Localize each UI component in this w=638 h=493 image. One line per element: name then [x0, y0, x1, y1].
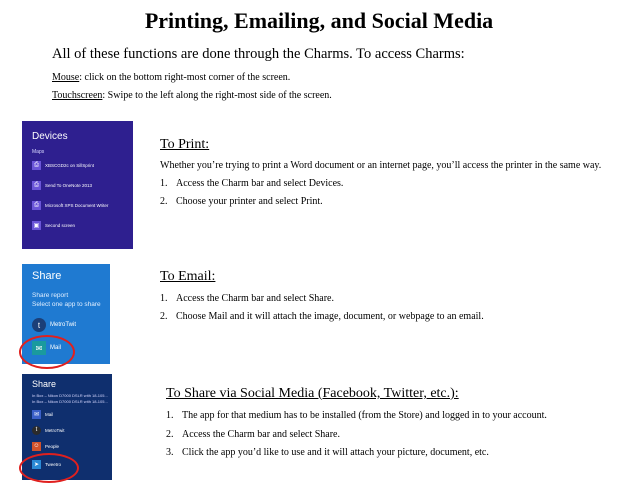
share-panel-title: Share	[32, 379, 57, 389]
printer-icon: ⎙	[32, 161, 41, 170]
people-icon: ☺	[33, 443, 40, 449]
page-title: Printing, Emailing, and Social Media	[144, 8, 494, 33]
printer-icon: ⎙	[32, 201, 41, 210]
metrotwit-icon: t	[32, 426, 41, 435]
share-item-label: Mail	[50, 345, 62, 351]
devices-panel-title: Devices	[32, 131, 68, 142]
print-step	[160, 178, 343, 189]
devices-panel-subtitle: Maps	[32, 149, 45, 155]
devices-charm-panel	[22, 121, 133, 249]
email-step	[160, 293, 334, 304]
mouse-label: Mouse	[52, 72, 80, 83]
devices-item-label: XBSCGD2c on SillSprint	[45, 162, 95, 168]
share-item-label: MetroTwit	[45, 427, 65, 433]
highlight-ring	[19, 335, 75, 369]
step-number: 2.	[160, 196, 168, 207]
social-step	[166, 447, 489, 458]
email-step	[160, 311, 484, 322]
share-item-metrotwit[interactable]	[32, 424, 65, 436]
step-text: Choose your printer and select Print.	[176, 196, 323, 207]
share-panel-subtitle: Share report	[32, 292, 69, 299]
share-item-label: Mail	[45, 411, 54, 417]
social-step	[166, 410, 547, 421]
step-number: 2.	[160, 311, 168, 322]
devices-item-label: Send To OneNote 2013	[45, 182, 92, 188]
share-panel-subtitle: In Box – Nikon D7000 DSLR with 18-105...	[32, 399, 108, 404]
social-step	[166, 429, 340, 440]
print-step	[160, 196, 323, 207]
devices-item[interactable]	[32, 159, 94, 171]
step-text: Click the app you’d like to use and it will attach your picture, document, etc.	[182, 447, 489, 458]
devices-item[interactable]	[32, 179, 92, 191]
share-item-metrotwit[interactable]	[32, 317, 76, 333]
tweetro-icon: ➤	[33, 461, 40, 468]
devices-item-label: Second screen	[45, 222, 76, 228]
step-number: 1.	[160, 293, 168, 304]
metrotwit-icon: t	[32, 318, 46, 332]
devices-item[interactable]	[32, 199, 108, 211]
devices-item-label: Microsoft XPS Document Writer	[45, 202, 109, 208]
print-heading: To Print:	[160, 137, 210, 152]
devices-item[interactable]	[32, 219, 75, 231]
social-heading: To Share via Social Media (Facebook, Twitter, etc.):	[166, 386, 459, 401]
highlight-ring	[19, 453, 79, 483]
mouse-instruction	[52, 72, 290, 83]
touchscreen-label: Touchscreen	[52, 90, 103, 101]
share-item-mail[interactable]	[32, 408, 53, 420]
email-heading: To Email:	[160, 269, 216, 284]
mouse-text: : click on the bottom right-most corner of the screen.	[79, 72, 291, 83]
step-number: 1.	[160, 178, 168, 189]
share-panel-subtitle: In Box – Nikon D7000 DSLR with 18-105...	[32, 393, 108, 398]
mail-icon: ✉	[33, 411, 40, 418]
print-paragraph: Whether you’re trying to print a Word document or an internet page, you’ll access the printer in the same way.	[160, 160, 602, 171]
step-text: Access the Charm bar and select Devices.	[176, 178, 344, 189]
printer-icon: ⎙	[32, 181, 41, 190]
share-item-label: Tweetro	[45, 461, 62, 467]
screen-icon: ▣	[33, 222, 40, 229]
mail-icon: ✉	[32, 341, 46, 355]
share-panel-instruction: Select one app to share	[32, 301, 101, 308]
step-number: 3.	[166, 447, 174, 458]
step-text: Access the Charm bar and select Share.	[182, 429, 340, 440]
share-panel-title: Share	[32, 270, 62, 282]
touchscreen-text: : Swipe to the left along the right-most side of the screen.	[102, 90, 332, 101]
step-text: The app for that medium has to be installed (from the Store) and logged in to your account.	[182, 410, 547, 421]
share-item-label: People	[45, 443, 60, 449]
step-number: 1.	[166, 410, 174, 421]
touchscreen-instruction	[52, 90, 332, 101]
step-text: Access the Charm bar and select Share.	[176, 293, 334, 304]
intro-text: All of these functions are done through the Charms. To access Charms:	[52, 46, 465, 62]
step-text: Choose Mail and it will attach the image, document, or webpage to an email.	[176, 311, 484, 322]
share-item-label: MetroTwit	[50, 322, 77, 328]
share-item-people[interactable]	[32, 440, 59, 452]
step-number: 2.	[166, 429, 174, 440]
